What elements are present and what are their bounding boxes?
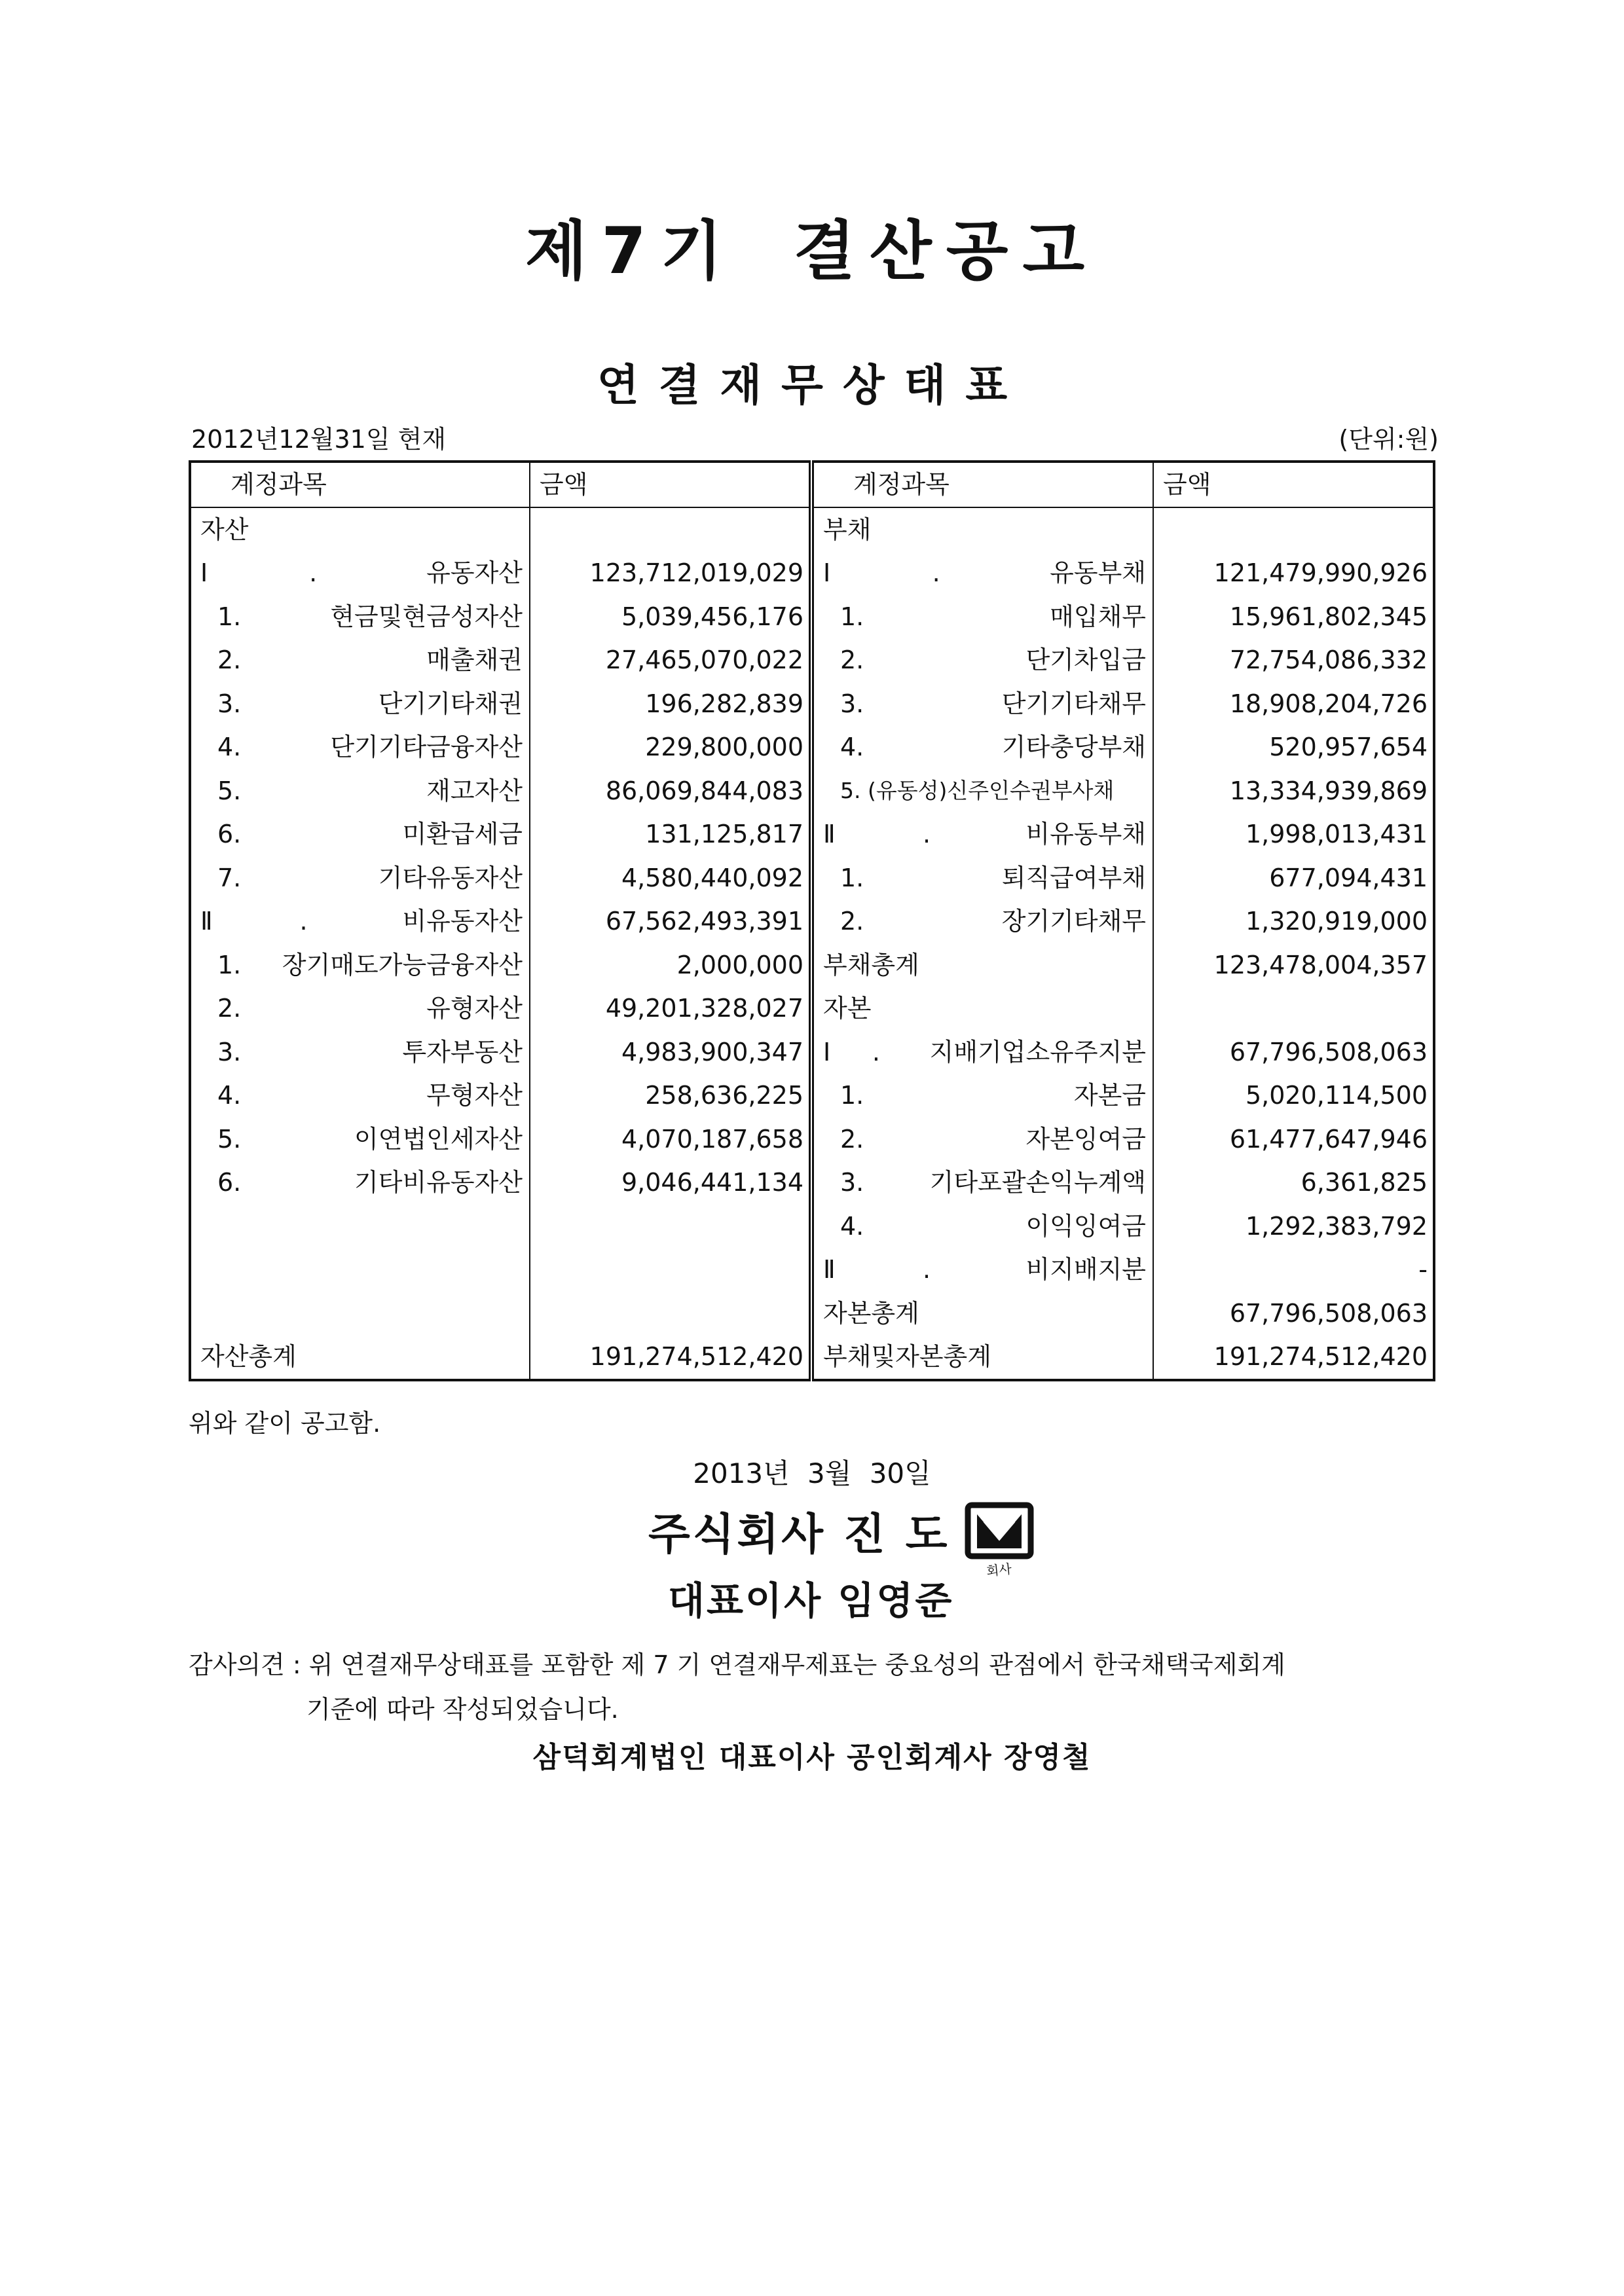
left-account-cell: 자산총계	[190, 1335, 530, 1380]
right-account-cell: 부채	[811, 507, 1153, 552]
auditor-name: 삼덕회계법인 대표이사 공인회계사 장영철	[532, 1741, 1092, 1774]
right-account-cell: 4. 기타충당부채	[811, 725, 1153, 769]
left-amount-cell: 258,636,225	[530, 1074, 811, 1118]
right-amount-cell	[1153, 987, 1434, 1030]
right-amount-cell: 1,292,383,792	[1153, 1205, 1434, 1248]
header-right-amount: 금액	[1153, 462, 1434, 507]
right-amount-cell: 191,274,512,420	[1153, 1335, 1434, 1380]
table-row	[190, 1335, 1434, 1380]
table-row	[190, 1205, 1434, 1248]
right-account-cell: 부채및자본총계	[811, 1335, 1153, 1380]
right-account-cell: 부채총계	[811, 943, 1153, 987]
company-seal-icon	[963, 1501, 1036, 1584]
right-amount-cell: 6,361,825	[1153, 1161, 1434, 1205]
right-account-cell: 4. 이익잉여금	[811, 1205, 1153, 1248]
table-row	[190, 1118, 1434, 1161]
document-title: 제7기 결산공고	[525, 214, 1099, 289]
left-amount-cell	[530, 1205, 811, 1248]
document-subtitle: 연결재무상태표	[597, 360, 1027, 410]
right-amount-cell: 121,479,990,926	[1153, 551, 1434, 595]
left-amount-cell: 196,282,839	[530, 682, 811, 726]
as-of-date: 2012년12월31일 현재	[191, 425, 447, 454]
left-account-cell: 4. 단기기타금융자산	[190, 725, 530, 769]
left-account-cell: 5. 이연법인세자산	[190, 1118, 530, 1161]
right-amount-cell: 123,478,004,357	[1153, 943, 1434, 987]
right-account-cell: 2. 자본잉여금	[811, 1118, 1153, 1161]
left-amount-cell	[530, 507, 811, 552]
left-account-cell: 4. 무형자산	[190, 1074, 530, 1118]
left-account-cell: 5. 재고자산	[190, 769, 530, 813]
table-row	[190, 812, 1434, 856]
right-amount-cell: 18,908,204,726	[1153, 682, 1434, 726]
audit-opinion-line1: 감사의견 : 위 연결재무상태표를 포함한 제 7 기 연결재무제표는 중요성의 관점에서 한국채택국제회계	[189, 1650, 1285, 1679]
right-account-cell: 자본총계	[811, 1292, 1153, 1336]
table-header-row	[190, 462, 1434, 507]
header-left-account: 계정과목	[190, 462, 530, 507]
left-amount-cell: 67,562,493,391	[530, 900, 811, 943]
table-row	[190, 900, 1434, 943]
right-account-cell: Ⅱ. 비지배지분	[811, 1248, 1153, 1292]
company-name: 주식회사 진 도	[648, 1509, 950, 1559]
table-row	[190, 856, 1434, 900]
left-account-cell: 2. 유형자산	[190, 987, 530, 1030]
table-row	[190, 987, 1434, 1030]
left-amount-cell: 191,274,512,420	[530, 1335, 811, 1380]
left-account-cell: 6. 기타비유동자산	[190, 1161, 530, 1205]
left-amount-cell: 86,069,844,083	[530, 769, 811, 813]
left-account-cell: 2. 매출채권	[190, 638, 530, 682]
right-account-cell: 3. 단기기타채무	[811, 682, 1153, 726]
right-amount-cell: 1,320,919,000	[1153, 900, 1434, 943]
left-amount-cell: 9,046,441,134	[530, 1161, 811, 1205]
table-row	[190, 551, 1434, 595]
right-amount-cell: 72,754,086,332	[1153, 638, 1434, 682]
left-account-cell: 자산	[190, 507, 530, 552]
balance-sheet-table	[189, 460, 1435, 1381]
right-account-cell: 자본	[811, 987, 1153, 1030]
left-amount-cell: 229,800,000	[530, 725, 811, 769]
right-amount-cell: 67,796,508,063	[1153, 1292, 1434, 1336]
right-account-cell: 2. 장기기타채무	[811, 900, 1153, 943]
right-amount-cell: 13,334,939,869	[1153, 769, 1434, 813]
seal-text: 회사	[986, 1561, 1012, 1579]
left-account-cell	[190, 1292, 530, 1336]
right-account-cell: Ⅰ. 지배기업소유주지분	[811, 1030, 1153, 1074]
right-amount-cell: 677,094,431	[1153, 856, 1434, 900]
left-amount-cell: 49,201,328,027	[530, 987, 811, 1030]
right-amount-cell: 1,998,013,431	[1153, 812, 1434, 856]
left-amount-cell: 123,712,019,029	[530, 551, 811, 595]
header-right-account: 계정과목	[811, 462, 1153, 507]
right-account-cell: 1. 매입채무	[811, 595, 1153, 639]
left-amount-cell: 4,580,440,092	[530, 856, 811, 900]
right-account-cell: Ⅰ. 유동부채	[811, 551, 1153, 595]
table-row	[190, 682, 1434, 726]
table-row	[190, 595, 1434, 639]
right-amount-cell: 67,796,508,063	[1153, 1030, 1434, 1074]
left-account-cell: 7. 기타유동자산	[190, 856, 530, 900]
right-amount-cell: 15,961,802,345	[1153, 595, 1434, 639]
table-row	[190, 725, 1434, 769]
left-amount-cell: 4,070,187,658	[530, 1118, 811, 1161]
right-amount-cell: 520,957,654	[1153, 725, 1434, 769]
left-account-cell: 6. 미환급세금	[190, 812, 530, 856]
left-account-cell: 3. 단기기타채권	[190, 682, 530, 726]
right-amount-cell: 5,020,114,500	[1153, 1074, 1434, 1118]
left-account-cell: Ⅱ. 비유동자산	[190, 900, 530, 943]
left-amount-cell: 27,465,070,022	[530, 638, 811, 682]
left-amount-cell: 131,125,817	[530, 812, 811, 856]
announcement-date: 2013년 3월 30일	[693, 1457, 931, 1489]
right-account-cell: Ⅱ. 비유동부채	[811, 812, 1153, 856]
right-amount-cell: -	[1153, 1248, 1434, 1292]
left-account-cell: 1. 현금및현금성자산	[190, 595, 530, 639]
table-row	[190, 943, 1434, 987]
header-left-amount: 금액	[530, 462, 811, 507]
notice-text: 위와 같이 공고함.	[189, 1409, 381, 1438]
table-row	[190, 1161, 1434, 1205]
table-row	[190, 1292, 1434, 1336]
right-account-cell: 3. 기타포괄손익누계액	[811, 1161, 1153, 1205]
left-account-cell	[190, 1248, 530, 1292]
table-row	[190, 638, 1434, 682]
right-amount-cell	[1153, 507, 1434, 552]
right-account-cell: 1. 퇴직급여부채	[811, 856, 1153, 900]
left-account-cell	[190, 1205, 530, 1248]
audit-opinion-line2: 기준에 따라 작성되었습니다.	[306, 1695, 619, 1724]
ceo-name: 대표이사 임영준	[668, 1578, 954, 1623]
left-amount-cell: 2,000,000	[530, 943, 811, 987]
left-amount-cell: 4,983,900,347	[530, 1030, 811, 1074]
left-account-cell: Ⅰ. 유동자산	[190, 551, 530, 595]
left-amount-cell: 5,039,456,176	[530, 595, 811, 639]
table-row	[190, 507, 1434, 552]
right-account-cell: 1. 자본금	[811, 1074, 1153, 1118]
right-account-cell: 5. (유동성)신주인수권부사채	[811, 769, 1153, 813]
left-account-cell: 3. 투자부동산	[190, 1030, 530, 1074]
left-amount-cell	[530, 1292, 811, 1336]
table-row	[190, 1030, 1434, 1074]
table-row	[190, 1248, 1434, 1292]
left-amount-cell	[530, 1248, 811, 1292]
right-amount-cell: 61,477,647,946	[1153, 1118, 1434, 1161]
right-account-cell: 2. 단기차입금	[811, 638, 1153, 682]
unit-label: (단위:원)	[1338, 425, 1439, 454]
table-row	[190, 769, 1434, 813]
left-account-cell: 1. 장기매도가능금융자산	[190, 943, 530, 987]
table-row	[190, 1074, 1434, 1118]
